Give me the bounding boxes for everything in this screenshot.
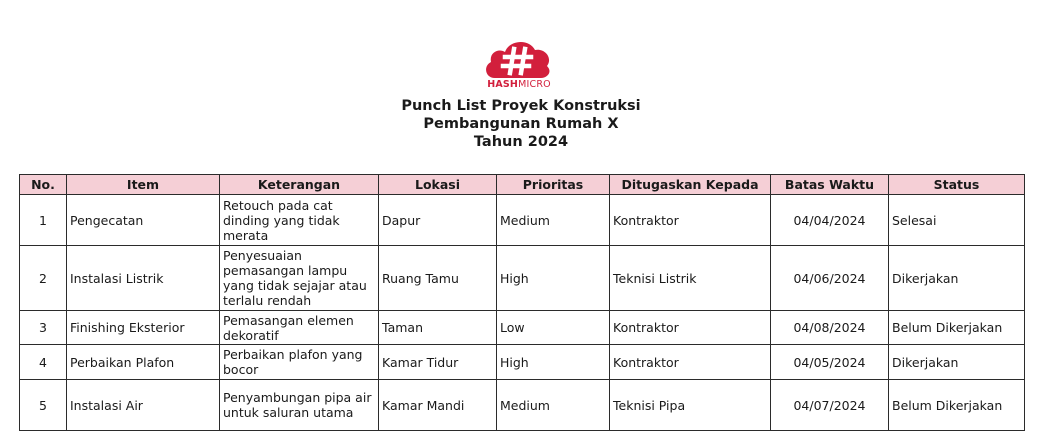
cell-keterangan: Perbaikan plafon yang bocor (220, 345, 379, 380)
cell-lokasi: Taman (379, 311, 497, 345)
cell-batas-waktu: 04/05/2024 (771, 345, 889, 380)
cell-item: Perbaikan Plafon (67, 345, 220, 380)
title-line-2: Pembangunan Rumah X (423, 116, 619, 132)
cell-item: Instalasi Air (67, 380, 220, 431)
cell-prioritas: Medium (497, 380, 610, 431)
cell-status: Selesai (889, 195, 1025, 246)
logo (483, 36, 555, 94)
cell-no: 2 (20, 246, 67, 311)
cell-prioritas: High (497, 246, 610, 311)
cell-keterangan: Pemasangan elemen dekoratif (220, 311, 379, 345)
cell-status: Belum Dikerjakan (889, 380, 1025, 431)
header-lokasi: Lokasi (379, 175, 497, 195)
document-title (0, 97, 1042, 151)
cell-status: Dikerjakan (889, 345, 1025, 380)
table-row (20, 380, 1025, 431)
cell-item: Finishing Eksterior (67, 311, 220, 345)
cell-ditugaskan: Teknisi Pipa (610, 380, 771, 431)
cell-no: 3 (20, 311, 67, 345)
cell-no: 5 (20, 380, 67, 431)
header-item: Item (67, 175, 220, 195)
cell-batas-waktu: 04/04/2024 (771, 195, 889, 246)
title-line-3: Tahun 2024 (473, 134, 569, 150)
cell-keterangan: Retouch pada cat dinding yang tidak merata (220, 195, 379, 246)
logo-text: HASHMICRO (487, 79, 551, 90)
cell-batas-waktu: 04/06/2024 (771, 246, 889, 311)
cell-status: Belum Dikerjakan (889, 311, 1025, 345)
punch-list-table (19, 174, 1025, 431)
cell-ditugaskan: Kontraktor (610, 311, 771, 345)
cell-lokasi: Kamar Mandi (379, 380, 497, 431)
cell-ditugaskan: Kontraktor (610, 345, 771, 380)
cell-lokasi: Ruang Tamu (379, 246, 497, 311)
table-row (20, 195, 1025, 246)
header-no: No. (20, 175, 67, 195)
header-batas-waktu: Batas Waktu (771, 175, 889, 195)
table-row (20, 246, 1025, 311)
cell-prioritas: Medium (497, 195, 610, 246)
cell-no: 4 (20, 345, 67, 380)
header-prioritas: Prioritas (497, 175, 610, 195)
table-header-row (20, 175, 1025, 195)
cell-no: 1 (20, 195, 67, 246)
cell-keterangan: Penyesuaian pemasangan lampu yang tidak sejajar atau terlalu rendah (220, 246, 379, 311)
table-row (20, 311, 1025, 345)
cell-keterangan: Penyambungan pipa air untuk saluran utama (220, 380, 379, 431)
cell-prioritas: Low (497, 311, 610, 345)
cell-lokasi: Kamar Tidur (379, 345, 497, 380)
title-line-1: Punch List Proyek Konstruksi (401, 98, 641, 114)
cell-status: Dikerjakan (889, 246, 1025, 311)
header-status: Status (889, 175, 1025, 195)
table-row (20, 345, 1025, 380)
cell-ditugaskan: Teknisi Listrik (610, 246, 771, 311)
cell-item: Instalasi Listrik (67, 246, 220, 311)
header-keterangan: Keterangan (220, 175, 379, 195)
cell-ditugaskan: Kontraktor (610, 195, 771, 246)
cell-prioritas: High (497, 345, 610, 380)
cell-batas-waktu: 04/08/2024 (771, 311, 889, 345)
hash-cloud-logo-icon (483, 36, 555, 80)
header-ditugaskan: Ditugaskan Kepada (610, 175, 771, 195)
cell-batas-waktu: 04/07/2024 (771, 380, 889, 431)
cell-lokasi: Dapur (379, 195, 497, 246)
cell-item: Pengecatan (67, 195, 220, 246)
